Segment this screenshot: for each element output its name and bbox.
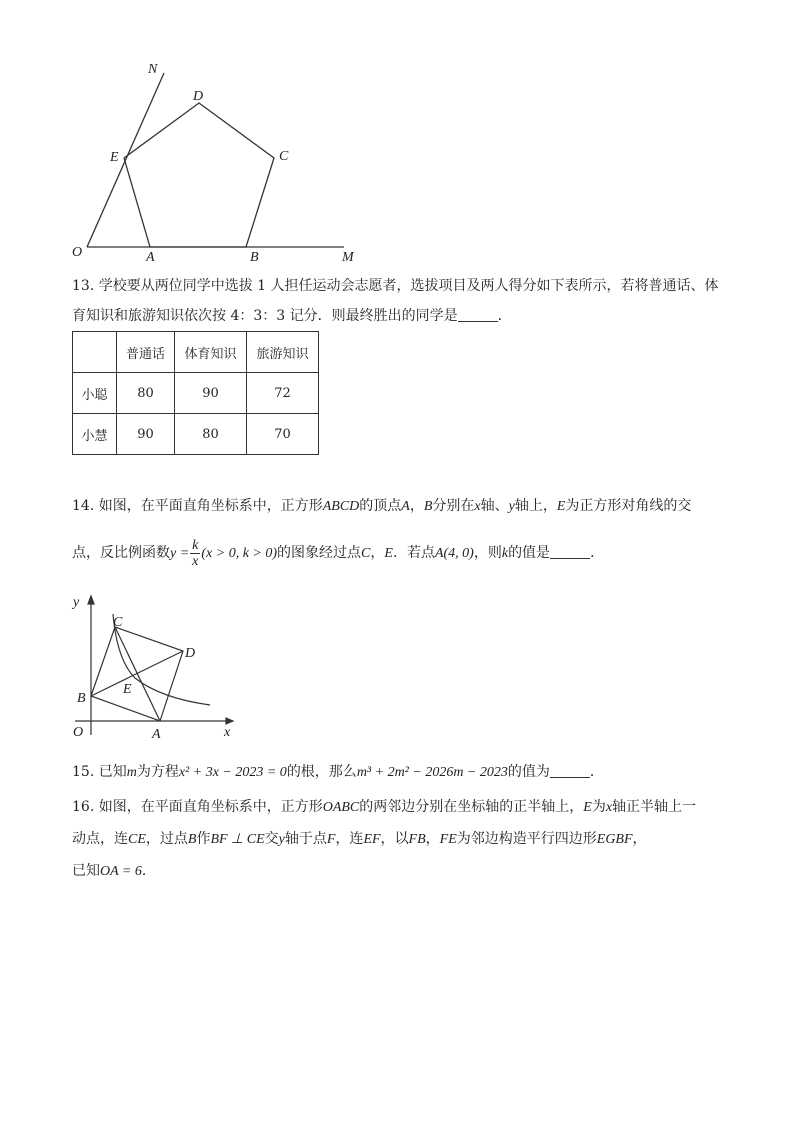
- table-header-cell: [73, 332, 117, 373]
- q15-answer-blank[interactable]: [550, 763, 590, 778]
- label-y: y: [73, 595, 80, 610]
- table-header-cell: 体育知识: [175, 332, 247, 373]
- pentagon-abcde: [124, 103, 274, 247]
- q13-line2: 育知识和旅游知识依次按 4：3：3 记分．则最终胜出的同学是 ．: [72, 308, 512, 324]
- label-b: B: [250, 250, 259, 265]
- table-cell: 72: [247, 373, 319, 414]
- label-e: E: [123, 682, 132, 697]
- table-cell: 80: [175, 414, 247, 455]
- table-header-cell: 旅游知识: [247, 332, 319, 373]
- label-n: N: [148, 62, 158, 77]
- label-a: A: [146, 250, 155, 265]
- q13-text: 育知识和旅游知识依次按 4：3：3 记分．则最终胜出的同学是: [72, 308, 458, 324]
- q15-line: 15. 已知m为方程x² + 3x − 2023 = 0的根，那么m³ + 2m² − 2026m − 2023的值为 ．: [72, 764, 604, 780]
- label-a: A: [152, 727, 161, 742]
- fraction-k-over-x: $\frac{k}{x}$: [192, 537, 199, 569]
- coordinate-square-figure: [65, 590, 245, 745]
- score-table: [72, 331, 319, 455]
- expression-2: m³ + 2m² − 2026m − 2023: [356, 765, 508, 780]
- label-d: D: [185, 646, 196, 661]
- table-cell: 70: [247, 414, 319, 455]
- equation-1: x² + 3x − 2023 = 0: [178, 765, 287, 780]
- q16-line2: 动点，连CE，过点B作BF ⊥ CE交y轴于点F，连EF，以FB，FE为邻边构造平行四边形EGBF，: [72, 831, 647, 847]
- q14-line1: 14. 如图，在平面直角坐标系中，正方形ABCD的顶点A，B分别在x轴、y轴上，E为正方形对角线的交: [72, 498, 692, 514]
- label-o: O: [72, 245, 83, 260]
- table-cell: 90: [117, 414, 175, 455]
- label-c: C: [113, 615, 123, 630]
- label-o: O: [73, 725, 84, 740]
- x-axis-arrow: [226, 718, 233, 724]
- table-row: [73, 414, 319, 455]
- label-m: M: [342, 250, 354, 265]
- q14-answer-blank[interactable]: [550, 544, 590, 559]
- table-cell: 小慧: [73, 414, 117, 455]
- table-header-cell: 普通话: [117, 332, 175, 373]
- q13-line1: 13. 学校要从两位同学中选拔 1 人担任运动会志愿者，选拔项目及两人得分如下表所示，若将普通话、体: [72, 278, 719, 294]
- pentagon-figure: [60, 55, 370, 270]
- label-x: x: [224, 725, 231, 740]
- ray-on: [87, 73, 164, 247]
- table-cell: 90: [175, 373, 247, 414]
- q14-line2: 点，反比例函数y = $\frac{k}{x}$ (x > 0, k > 0)的图象经过点C，E．若点A(4, 0)，则k的值是 ．: [72, 537, 605, 569]
- q16-line1: 16. 如图，在平面直角坐标系中，正方形OABC的两邻边分别在坐标轴的正半轴上，E为x轴正半轴上一: [72, 799, 697, 815]
- label-e: E: [110, 150, 119, 165]
- table-cell: 80: [117, 373, 175, 414]
- table-cell: 小聪: [73, 373, 117, 414]
- y-axis-arrow: [88, 596, 94, 604]
- label-c: C: [279, 149, 289, 164]
- label-d: D: [193, 89, 204, 104]
- table-header-row: [73, 332, 319, 373]
- q13-answer-blank[interactable]: [458, 307, 498, 322]
- label-b: B: [77, 691, 86, 706]
- table-row: [73, 373, 319, 414]
- q16-line3: 已知OA = 6．: [72, 863, 156, 879]
